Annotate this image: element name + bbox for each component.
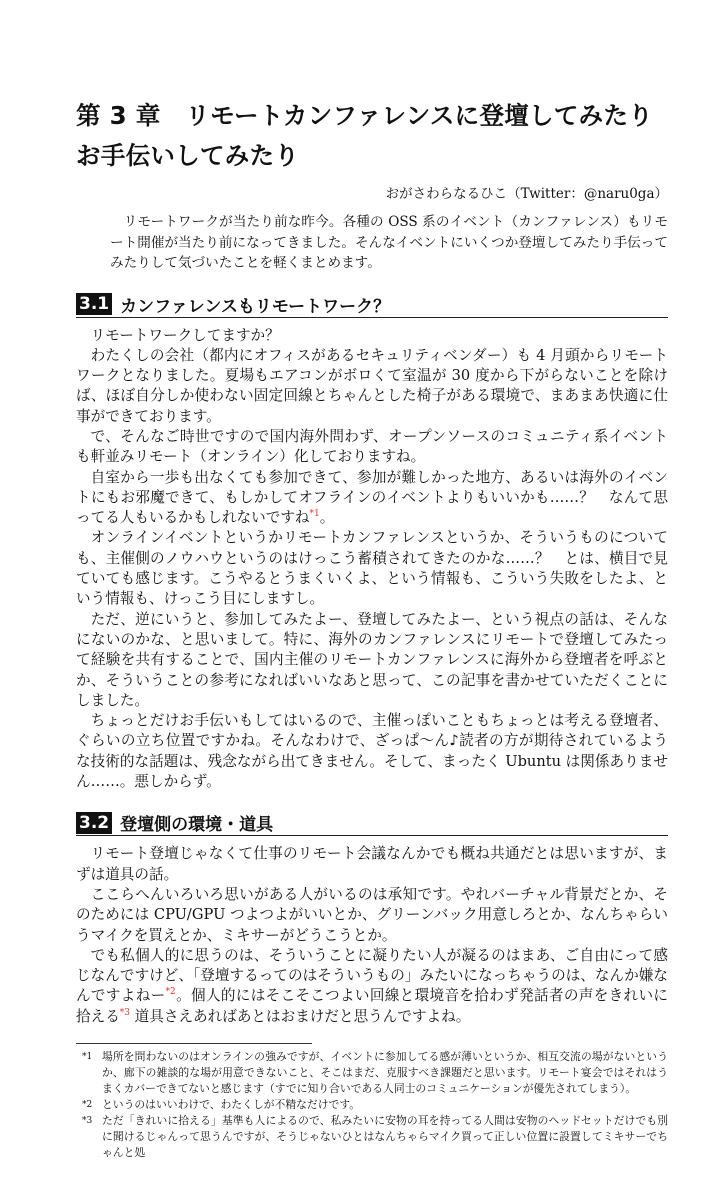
paragraph: リモートワークしてますか？	[90, 326, 280, 344]
footnote-mark: *2	[82, 1100, 93, 1110]
section-number: 3.2	[76, 812, 112, 834]
paragraph: オンラインイベントというかリモートカンファレンスというか、そういうものについても、主催側のノウハウというのはけっこう蓄積されてきたのかな……？ とは、横目で見ていても感じます。こうやるとうまくいくよ、という情報も、こういう失敗をしたよ、という情報も、けっこう目にしますし。	[76, 529, 668, 608]
chapter-title: 第 3 章 リモートカンファレンスに登壇してみたりお手伝いしてみたり	[76, 101, 654, 170]
footnote-ref[interactable]: *2	[165, 987, 176, 998]
footnotes	[82, 1049, 668, 1161]
section-title: カンファレンスもリモートワーク？	[120, 296, 391, 317]
paragraph: ここらへんいろいろ思いがある人がいるのは承知です。やれバーチャル背景だとか、そのためには CPU/GPU つよつよがいいとか、グリーンバック用意しろとか、なんちゃらいうマイクを買えとか、ミキサーがどうこうとか。	[76, 885, 668, 944]
footnote	[82, 1113, 668, 1161]
footnote	[82, 1097, 668, 1113]
paragraph-text: 道具さえあればあとはおまけだと思うんですよね。	[130, 1007, 471, 1025]
footnote-mark: *1	[82, 1052, 93, 1062]
paragraph: で、そんなご時世ですので国内海外問わず、オープンソースのコミュニティ系イベントも軒並みリモート（オンライン）化しておりますね。	[76, 427, 668, 466]
paragraph: わたくしの会社（都内にオフィスがあるセキュリティベンダー）も 4 月頭からリモートワークとなりました。夏場もエアコンがボロくて室温が 30 度から下がらないことを除けば、ほぼ自分しか使わない固定回線とちゃんとした椅子がある環境で、まあまあ快適に仕事ができております。	[76, 346, 668, 425]
paragraph-text: 自室から一歩も出なくても参加できて、参加が難しかった地方、あるいは海外のイベントにもお邪魔できて、もしかしてオフラインのイベントよりもいいかも……？ なんて思ってる人もいるかもしれないですね	[76, 468, 668, 527]
footnote-text: 場所を問わないのはオンラインの強みですが、イベントに参加してる感が薄いというか、相互交流の場がないというか、廊下の雑談的な場が用意できないこと、そこはまだ、克服すべき課題だと思います。リモート宴会ではそれはうまくカバーできてないと感じます（すでに知り合いである人同士のコミュニケーションが優先されてしまう）。	[102, 1050, 668, 1095]
footnote-mark: *3	[82, 1116, 93, 1126]
paragraph-text: 。個人的にはそこそこつよい回線と環境音を拾わず発話者の声をきれいに拾える	[76, 987, 668, 1025]
footnote-divider	[76, 1043, 312, 1044]
document-page	[76, 0, 668, 1181]
paragraph: ただ、逆にいうと、参加してみたよー、登壇してみたよー、という視点の話は、そんなにないのかな、と思いまして。特に、海外のカンファレンスにリモートで登壇してみたって経験を共有することで、国内主催のリモートカンファレンスに海外から登壇者を呼ぶとか、そういうことの参考になればいいなあと思って、この記事を書かせていただくことにしました。	[76, 610, 668, 709]
section-title: 登壇側の環境・道具	[120, 815, 274, 836]
footnote-text: というのはいいわけで、わたくしが不精なだけです。	[102, 1098, 361, 1111]
footnote	[82, 1049, 668, 1097]
chapter-author: おがさわらなるひこ（Twitter：@naru0ga）	[385, 186, 668, 202]
paragraph: リモート登壇じゃなくて仕事のリモート会議なんかでも概ね共通だとは思いますが、まずは道具の話。	[76, 845, 668, 883]
section-body-3-2	[76, 844, 668, 1027]
section-heading-3-1	[76, 292, 668, 318]
chapter-abstract: リモートワークが当たり前な昨今。各種の OSS 系のイベント（カンファレンス）もリモート開催が当たり前になってきました。そんなイベントにいくつか登壇してみたり手伝ってみたりして気づいたことを軽くまとめます。	[110, 214, 668, 271]
footnote-ref[interactable]: *3	[119, 1007, 131, 1018]
paragraph	[76, 946, 668, 1027]
paragraph-text: 。	[319, 509, 335, 527]
section-number: 3.1	[76, 293, 112, 315]
paragraph: ちょっとだけお手伝いもしてはいるので、主催っぽいこともちょっとは考える登壇者、ぐらいの立ち位置ですかね。そんなわけで、ざっぱ〜ん♪読者の方が期待されているような技術的な話題は、残念ながら出てきません。そして、まったく Ubuntu は関係ありません……。悪しからず。	[76, 712, 668, 791]
paragraph-text: でも私個人的に思うのは、そういうことに凝りたい人が凝るのはまあ、ご自由にって感じなんですけど、「登壇するってのはそういうもの」みたいになっちゃうのは、なんか嫌なんですよねー	[76, 946, 668, 1005]
footnote-text: ただ「きれいに拾える」基準も人によるので、私みたいに安物の耳を持ってる人間は安物のヘッドセットだけでも別に聞けるじゃんって思うんですが、そうじゃないひとはなんちゃらマイク買って正しい位置に設置してミキサーでちゃんと処	[102, 1114, 668, 1159]
paragraph	[76, 468, 668, 529]
section-heading-3-2	[76, 810, 668, 836]
section-body-3-1	[76, 326, 668, 793]
footnote-ref[interactable]: *1	[309, 509, 320, 520]
